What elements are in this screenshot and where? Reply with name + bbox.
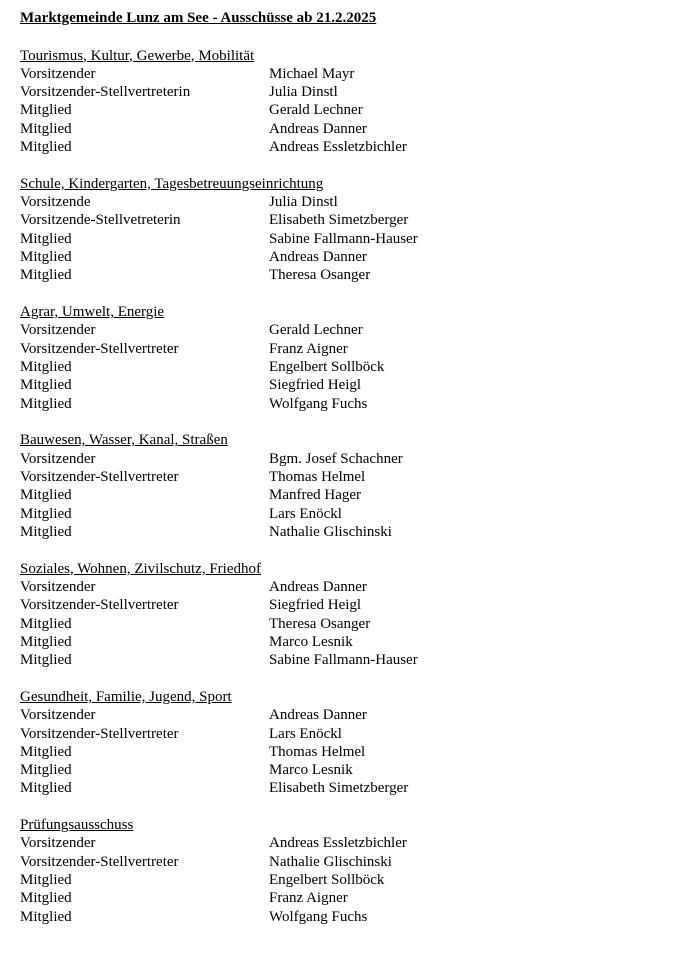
- member-name: Elisabeth Simetzberger: [269, 212, 409, 229]
- member-name: Andreas Danner: [269, 120, 367, 137]
- member-role: Mitglied: [20, 615, 72, 632]
- member-row: [20, 120, 680, 138]
- member-role: Vorsitzender: [20, 322, 96, 339]
- member-role: Vorsitzender: [20, 450, 96, 467]
- member-name: Andreas Essletzbichler: [269, 138, 407, 155]
- member-name: Thomas Helmel: [269, 743, 366, 760]
- member-role: Vorsitzender-Stellvertreter: [20, 340, 179, 357]
- member-name: Marco Lesnik: [269, 633, 353, 650]
- member-row: [20, 834, 680, 852]
- member-row: [20, 395, 680, 413]
- document-page: [20, 8, 680, 926]
- member-name: Elisabeth Simetzberger: [269, 780, 409, 797]
- member-row: [20, 266, 680, 284]
- member-role: Vorsitzender-Stellvertreterin: [20, 84, 191, 101]
- member-name: Andreas Essletzbichler: [269, 835, 407, 852]
- member-row: [20, 615, 680, 633]
- member-role: Mitglied: [20, 120, 72, 137]
- member-row: [20, 651, 680, 669]
- member-row: [20, 193, 680, 211]
- member-name: Engelbert Sollböck: [269, 872, 385, 889]
- member-role: Vorsitzender-Stellvertreter: [20, 597, 179, 614]
- committee-section: [20, 303, 680, 413]
- member-row: [20, 725, 680, 743]
- member-role: Vorsitzender: [20, 65, 96, 82]
- member-name: Andreas Danner: [269, 707, 367, 724]
- member-name: Franz Aigner: [269, 890, 348, 907]
- member-role: Mitglied: [20, 102, 72, 119]
- member-row: [20, 230, 680, 248]
- member-name: Nathalie Glischinski: [269, 853, 392, 870]
- member-name: Lars Enöckl: [269, 505, 342, 522]
- committee-section: [20, 431, 680, 541]
- member-row: [20, 578, 680, 596]
- member-role: Mitglied: [20, 267, 72, 284]
- member-row: [20, 358, 680, 376]
- committee-title: Agrar, Umwelt, Energie: [20, 304, 165, 321]
- member-role: Mitglied: [20, 872, 72, 889]
- member-name: Sabine Fallmann-Hauser: [269, 652, 418, 669]
- member-role: Mitglied: [20, 138, 72, 155]
- member-role: Mitglied: [20, 652, 72, 669]
- member-role: Mitglied: [20, 908, 72, 925]
- committee-section: [20, 816, 680, 926]
- member-name: Andreas Danner: [269, 248, 367, 265]
- member-row: [20, 321, 680, 339]
- member-role: Vorsitzende-Stellvetreterin: [20, 212, 181, 229]
- committee-title: Bauwesen, Wasser, Kanal, Straßen: [20, 432, 228, 449]
- member-role: Mitglied: [20, 230, 72, 247]
- member-row: [20, 633, 680, 651]
- committee-section: [20, 560, 680, 670]
- member-name: Lars Enöckl: [269, 725, 342, 742]
- member-row: [20, 743, 680, 761]
- member-name: Marco Lesnik: [269, 762, 353, 779]
- member-role: Mitglied: [20, 743, 72, 760]
- member-name: Nathalie Glischinski: [269, 523, 392, 540]
- member-name: Wolfgang Fuchs: [269, 908, 368, 925]
- member-role: Vorsitzende: [20, 194, 91, 211]
- member-row: [20, 596, 680, 614]
- committee-title: Tourismus, Kultur, Gewerbe, Mobilität: [20, 47, 255, 64]
- committee-title: Gesundheit, Familie, Jugend, Sport: [20, 688, 232, 705]
- member-row: [20, 706, 680, 724]
- member-name: Franz Aigner: [269, 340, 348, 357]
- member-name: Thomas Helmel: [269, 468, 366, 485]
- member-role: Mitglied: [20, 523, 72, 540]
- member-name: Andreas Danner: [269, 578, 367, 595]
- member-row: [20, 889, 680, 907]
- member-role: Mitglied: [20, 633, 72, 650]
- member-row: [20, 853, 680, 871]
- member-role: Mitglied: [20, 487, 72, 504]
- member-row: [20, 340, 680, 358]
- member-name: Julia Dinstl: [269, 84, 338, 101]
- member-row: [20, 486, 680, 504]
- member-role: Mitglied: [20, 762, 72, 779]
- member-row: [20, 65, 680, 83]
- committee-section: [20, 175, 680, 285]
- member-row: [20, 101, 680, 119]
- committee-title: Schule, Kindergarten, Tagesbetreuungseinrichtung: [20, 175, 324, 192]
- member-role: Mitglied: [20, 505, 72, 522]
- member-name: Theresa Osanger: [269, 267, 371, 284]
- member-name: Sabine Fallmann-Hauser: [269, 230, 418, 247]
- member-name: Theresa Osanger: [269, 615, 371, 632]
- member-name: Gerald Lechner: [269, 102, 363, 119]
- member-row: [20, 450, 680, 468]
- member-role: Vorsitzender-Stellvertreter: [20, 853, 179, 870]
- document-title: Marktgemeinde Lunz am See - Ausschüsse ab 21.2.2025: [20, 10, 377, 26]
- member-row: [20, 761, 680, 779]
- member-row: [20, 138, 680, 156]
- member-name: Siegfried Heigl: [269, 597, 362, 614]
- member-role: Vorsitzender: [20, 707, 96, 724]
- member-name: Engelbert Sollböck: [269, 358, 385, 375]
- member-name: Siegfried Heigl: [269, 377, 362, 394]
- member-row: [20, 871, 680, 889]
- member-role: Vorsitzender-Stellvertreter: [20, 725, 179, 742]
- member-name: Manfred Hager: [269, 487, 362, 504]
- member-role: Vorsitzender: [20, 835, 96, 852]
- member-name: Bgm. Josef Schachner: [269, 450, 403, 467]
- member-row: [20, 211, 680, 229]
- member-row: [20, 83, 680, 101]
- member-name: Michael Mayr: [269, 65, 355, 82]
- member-name: Julia Dinstl: [269, 194, 338, 211]
- member-row: [20, 468, 680, 486]
- member-role: Mitglied: [20, 890, 72, 907]
- member-role: Vorsitzender-Stellvertreter: [20, 468, 179, 485]
- committee-list: [20, 47, 680, 926]
- committee-title: Soziales, Wohnen, Zivilschutz, Friedhof: [20, 560, 261, 577]
- member-role: Mitglied: [20, 377, 72, 394]
- member-row: [20, 376, 680, 394]
- member-row: [20, 908, 680, 926]
- member-row: [20, 505, 680, 523]
- member-row: [20, 523, 680, 541]
- committee-section: [20, 688, 680, 798]
- committee-title: Prüfungsausschuss: [20, 817, 134, 834]
- committee-section: [20, 47, 680, 157]
- member-role: Mitglied: [20, 780, 72, 797]
- member-row: [20, 248, 680, 266]
- member-name: Gerald Lechner: [269, 322, 363, 339]
- member-role: Vorsitzender: [20, 578, 96, 595]
- member-role: Mitglied: [20, 395, 72, 412]
- member-role: Mitglied: [20, 248, 72, 265]
- member-row: [20, 779, 680, 797]
- member-role: Mitglied: [20, 358, 72, 375]
- member-name: Wolfgang Fuchs: [269, 395, 368, 412]
